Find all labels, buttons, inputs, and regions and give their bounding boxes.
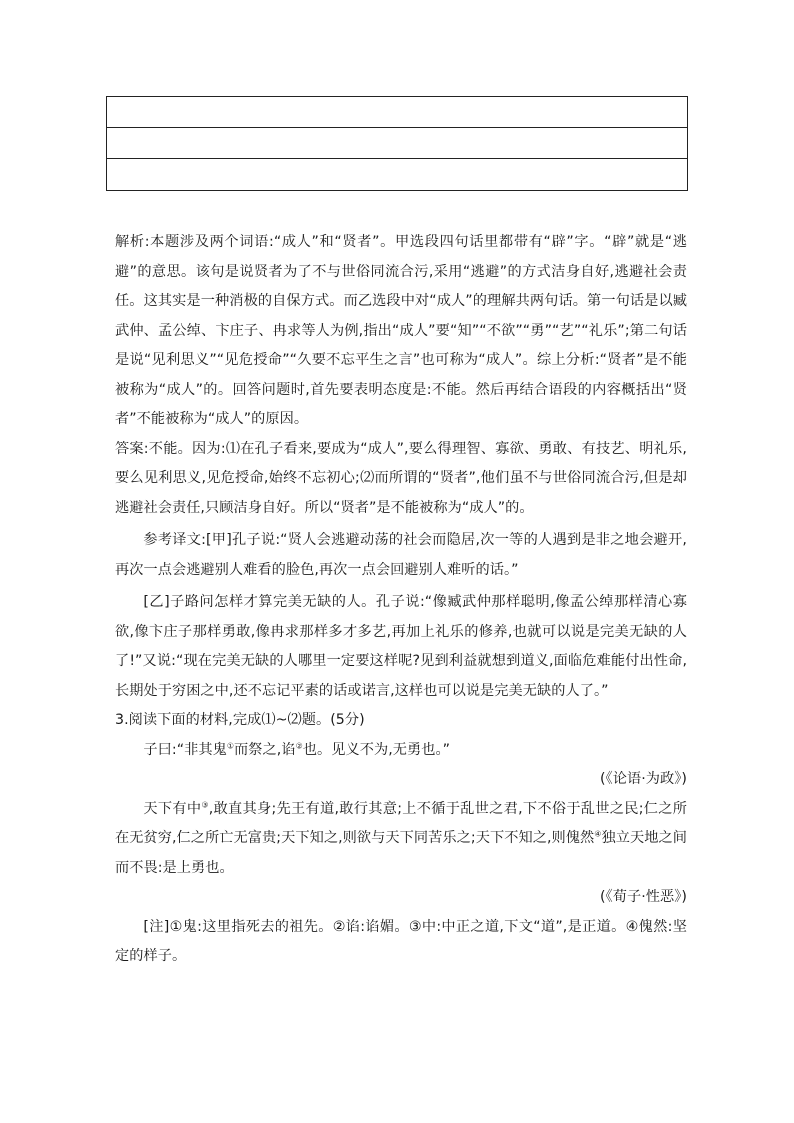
source-citation-lunyu: (《论语·为政》)	[600, 771, 687, 787]
quote1-text: 子曰:“非其鬼	[143, 741, 227, 758]
footnote-marker: ①	[226, 740, 235, 750]
answer-table-row	[107, 128, 687, 159]
answer-table-row	[107, 97, 687, 128]
source-citation-xunzi: (《荀子·性恶》)	[600, 889, 687, 905]
footnote-marker: ④	[594, 829, 602, 839]
question3-prompt: 3.阅读下面的材料,完成⑴~⑵题。(5分)	[115, 712, 365, 728]
question3-quote1	[115, 736, 687, 766]
document-body	[115, 228, 687, 972]
answer-paragraph: 答案:不能。因为:⑴在孔子看来,要成为“成人”,要么得理智、寡欲、勇敢、有技艺、明礼乐,要么见利思义,见危授命,始终不忘初心;⑵而所谓的“贤者”,他们虽不与世俗同流合污,但是却逃避社会责任,只顾洁身自好。所以“贤者”是不能被称为“成人”的。	[115, 440, 687, 516]
footnote-marker: ②	[295, 740, 303, 750]
quote1-text: 而祭之,谄	[234, 741, 296, 758]
quote2-text: ,敢直其身;先王有道,敢行其意;上不循于乱世之君,下不俗于乱世之民;仁之所在无贫穷,仁之所亡无富贵;天下知之,则欲与天下同苦乐之;天下不知之,则傀然	[115, 800, 687, 846]
answer-table	[106, 96, 688, 191]
answer-table-row	[107, 159, 687, 190]
quote2-text: 独立天地之间而不畏:是上勇也。	[115, 830, 687, 876]
question3-quote2	[115, 795, 687, 884]
translation-jia-paragraph: 参考译文:[甲]孔子说:“贤人会逃避动荡的社会而隐居,次一等的人遇到是非之地会避开,再次一点会逃避别人难看的脸色,再次一点会回避别人难听的话。”	[115, 532, 687, 578]
quote1-text: 也。见义不为,无勇也。”	[302, 741, 451, 758]
notes-paragraph: [注]①鬼:这里指死去的祖先。②谄:谄媚。③中:中正之道,下文“道”,是正道。④傀然:坚定的样子。	[115, 918, 687, 964]
quote2-text: 天下有中	[143, 800, 202, 817]
translation-yi-paragraph: [乙]子路问怎样才算完美无缺的人。孔子说:“像臧武仲那样聪明,像孟公绰那样清心寡欲,像卞庄子那样勇敢,像冉求那样多才多艺,再加上礼乐的修养,也就可以说是完美无缺的人了!”又说:“现在完美无缺的人哪里一定要这样呢?见到利益就想到道义,面临危难能付出性命,长期处于穷困之中,还不忘记平素的话或诺言,这样也可以说是完美无缺的人了。”	[115, 594, 687, 699]
analysis-paragraph: 解析:本题涉及两个词语:“成人”和“贤者”。甲选段四句话里都带有“辟”字。“辟”就是“逃避”的意思。该句是说贤者为了不与世俗同流合污,采用“逃避”的方式洁身自好,逃避社会责任。这其实是一种消极的自保方式。而乙选段中对“成人”的理解共两句话。第一句话是以臧武仲、孟公绰、卞庄子、冉求等人为例,指出“成人”要“知”“不欲”“勇”“艺”“礼乐”;第二句话是说“见利思义”“见危授命”“久要不忘平生之言”也可称为“成人”。综上分析:“贤者”是不能被称为“成人”的。回答问题时,首先要表明态度是:不能。然后再结合语段的内容概括出“贤者”不能被称为“成人”的原因。	[115, 234, 687, 427]
footnote-marker: ③	[201, 799, 209, 809]
